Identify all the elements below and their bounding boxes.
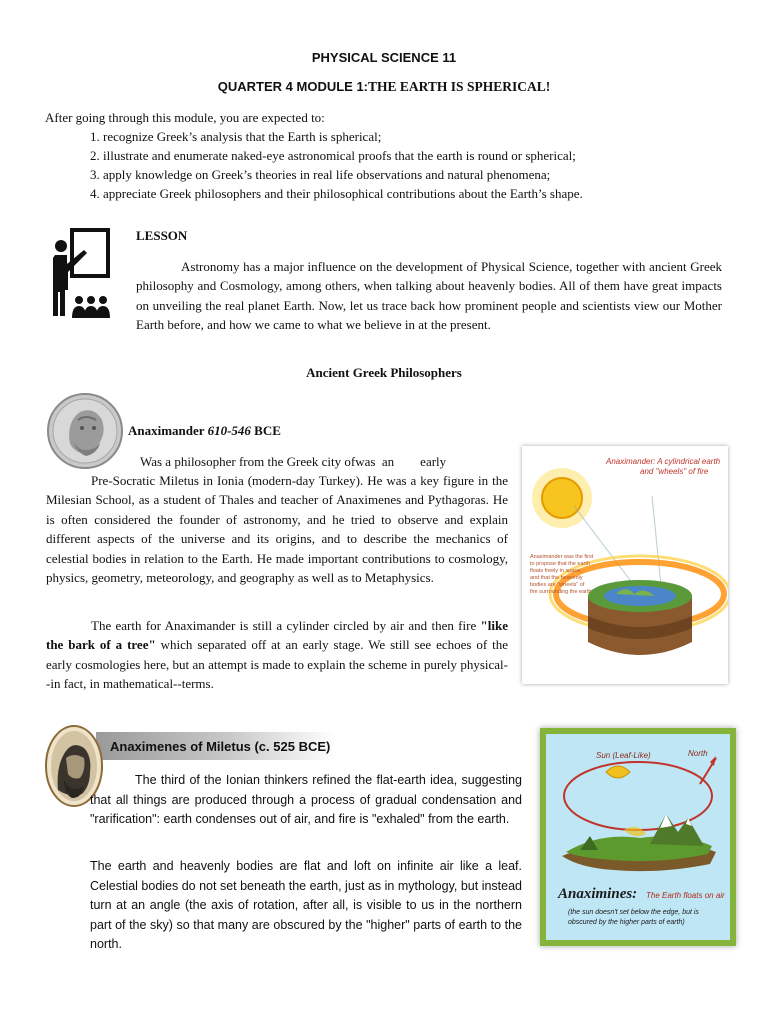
objectives-intro: After going through this module, you are expected to: <box>45 110 325 125</box>
objective-item: 3. apply knowledge on Greek’s theories in real life observations and natural phenomena; <box>90 167 551 182</box>
module-subject-title: PHYSICAL SCIENCE 11 <box>311 50 457 65</box>
anaximander-name <box>128 423 281 439</box>
svg-text:obscured by the higher parts o: obscured by the higher parts of earth) <box>568 919 685 926</box>
anaximander-era: BCE <box>250 423 281 438</box>
anaximenes-image-sun-label: Sun (Leaf-Like) <box>596 751 651 760</box>
section-heading: Ancient Greek Philosophers <box>306 365 462 380</box>
module-title-prefix: QUARTER 4 MODULE 1: <box>217 79 369 94</box>
anaximander-quote: "like the bark of a tree" <box>46 618 508 653</box>
lesson-paragraph: Astronomy has a major influence on the development of Physical Science, together with ancient Greek philosophy and Cosmology, among others, when talking about heavenly bodies. All of them have great impacts on unveiling the real planet Earth. Now, let us trace back how prominent people and scientists view our Mother Earth before, and how we came to what we believe in at the present. <box>136 259 722 333</box>
anaximenes-name: Anaximenes of Miletus (c. 525 BCE) <box>110 739 331 754</box>
objective-item: 1. recognize Greek’s analysis that the Earth is spherical; <box>90 129 382 144</box>
anaximander-cylinder-earth-image <box>522 446 728 684</box>
module-title-topic: THE EARTH IS SPHERICAL! <box>368 79 551 94</box>
anaximander-paragraph-2-a: The earth for Anaximander is still a cylinder circled by air and then fire <box>91 618 481 633</box>
objective-item: 4. appreciate Greek philosophers and their philosophical contributions about the Earth’s shape. <box>90 186 583 201</box>
svg-text:fire surrounding the earth: fire surrounding the earth <box>530 589 592 595</box>
anaximander-dates: 610-546 <box>207 423 251 438</box>
anaximander-image-side-note: Anaximander was the first <box>530 554 594 560</box>
svg-text:and "wheels" of fire: and "wheels" of fire <box>640 467 709 476</box>
svg-text:to propose that the earth: to propose that the earth <box>530 561 590 567</box>
anaximenes-image-caption-text: The Earth floats on air <box>646 891 725 900</box>
anaximenes-floating-earth-image <box>540 728 736 946</box>
svg-text:floats freely in space,: floats freely in space, <box>530 568 582 574</box>
anaximander-portrait <box>46 392 124 470</box>
anaximander-image-caption: Anaximander: A cylindrical earth <box>606 457 721 466</box>
svg-text:bodies are "wheels" of: bodies are "wheels" of <box>530 582 585 588</box>
anaximander-paragraph-1: Pre-Socratic Miletus in Ionia (modern-day Turkey). He was a key figure in the Milesian School, as a student of Thales and teacher of Anaximenes and Pythagoras. He is often considered the founder of astronomy, and he tried to observe and explain different aspects of the universe and its origins, and to describe the mechanics of celestial bodies in relation to the Earth. He made important contributions to cosmology, physics, geometry, meteorology, and geography as well as to Metaphysics. <box>46 473 508 586</box>
anaximenes-image-caption-name: Anaximines: <box>558 886 638 902</box>
anaximenes-image-caption-sub: (the sun doesn't set below the edge, but is <box>568 909 699 916</box>
anaximenes-paragraph-2: The earth and heavenly bodies are flat and loft on infinite air like a leaf. Celestial bodies do not set beneath the earth, just as in mythology, but instead turn at an angle (the axis of rotation, after all, is visible to us in the northern part of the sky) so that many are obscured by the "higher" parts of earth to the north. <box>90 859 522 951</box>
lesson-heading: LESSON <box>136 228 188 243</box>
anaximander-paragraph-2 <box>46 616 508 694</box>
teacher-icon <box>52 228 112 320</box>
objective-item: 2. illustrate and enumerate naked-eye astronomical proofs that the earth is round or spherical; <box>90 148 576 163</box>
module-title <box>0 79 768 95</box>
anaximander-paragraph-2-b: which separated off at an early stage. We still see echoes of the early cosmologies here, but an attempt is made to explain the scheme in purely physical--in fact, in mathematical--terms. <box>46 637 508 692</box>
anaximander-name-text: Anaximander <box>128 423 208 438</box>
anaximenes-image-north-label: North <box>688 749 708 758</box>
svg-text:and that the heavenly: and that the heavenly <box>530 575 583 581</box>
anaximenes-paragraph-1: The third of the Ionian thinkers refined the flat-earth idea, suggesting that all things are produced through a process of gradual condensation and "rarification": earth condenses out of air, and fire is "exhaled" from the earth. <box>90 773 522 826</box>
anaximander-paragraph-first-line: Was a philosopher from the Greek city ofwas an early <box>140 454 447 469</box>
